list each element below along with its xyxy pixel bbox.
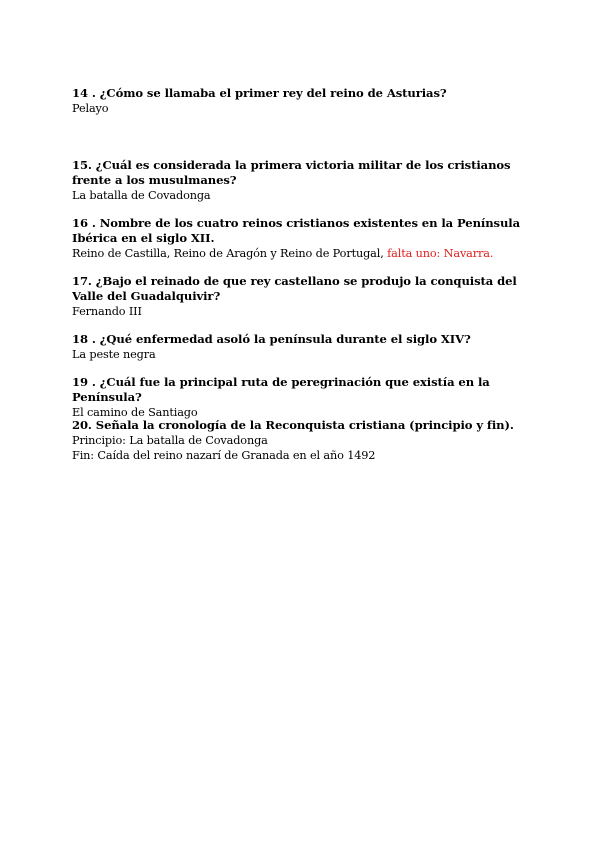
question-19: 19 . ¿Cuál fue la principal ruta de peregrinación que existía en la Península?	[72, 375, 490, 404]
answer-16-line	[72, 246, 534, 261]
question-block-19	[72, 375, 534, 420]
answer-20-start: Principio: La batalla de Covadonga	[72, 434, 268, 447]
answer-20-end: Fin: Caída del reino nazarí de Granada en el año 1492	[72, 449, 376, 462]
answer-17: Fernando III	[72, 305, 142, 318]
answer-15: La batalla de Covadonga	[72, 189, 211, 202]
answer-19: El camino de Santiago	[72, 406, 198, 419]
answer-16-correction: falta uno: Navarra.	[387, 247, 494, 260]
question-14: 14 . ¿Cómo se llamaba el primer rey del reino de Asturias?	[72, 86, 447, 100]
question-17: 17. ¿Bajo el reinado de que rey castellano se produjo la conquista del Valle del Guadalquivir?	[72, 274, 517, 303]
question-20: 20. Señala la cronología de la Reconquista cristiana (principio y fin).	[72, 418, 514, 432]
answer-14: Pelayo	[72, 102, 109, 115]
question-16: 16 . Nombre de los cuatro reinos cristianos existentes en la Península Ibérica en el siglo XII.	[72, 216, 521, 245]
question-block-14	[72, 86, 534, 116]
question-18: 18 . ¿Qué enfermedad asoló la península durante el siglo XIV?	[72, 332, 471, 346]
answer-18: La peste negra	[72, 348, 156, 361]
answer-16: Reino de Castilla, Reino de Aragón y Reino de Portugal,	[72, 247, 384, 260]
question-block-17	[72, 274, 534, 319]
question-block-15	[72, 158, 534, 203]
question-block-16	[72, 216, 534, 261]
question-block-18	[72, 332, 534, 362]
question-block-20	[72, 418, 534, 463]
question-15: 15. ¿Cuál es considerada la primera victoria militar de los cristianos frente a los musulmanes?	[72, 158, 511, 187]
